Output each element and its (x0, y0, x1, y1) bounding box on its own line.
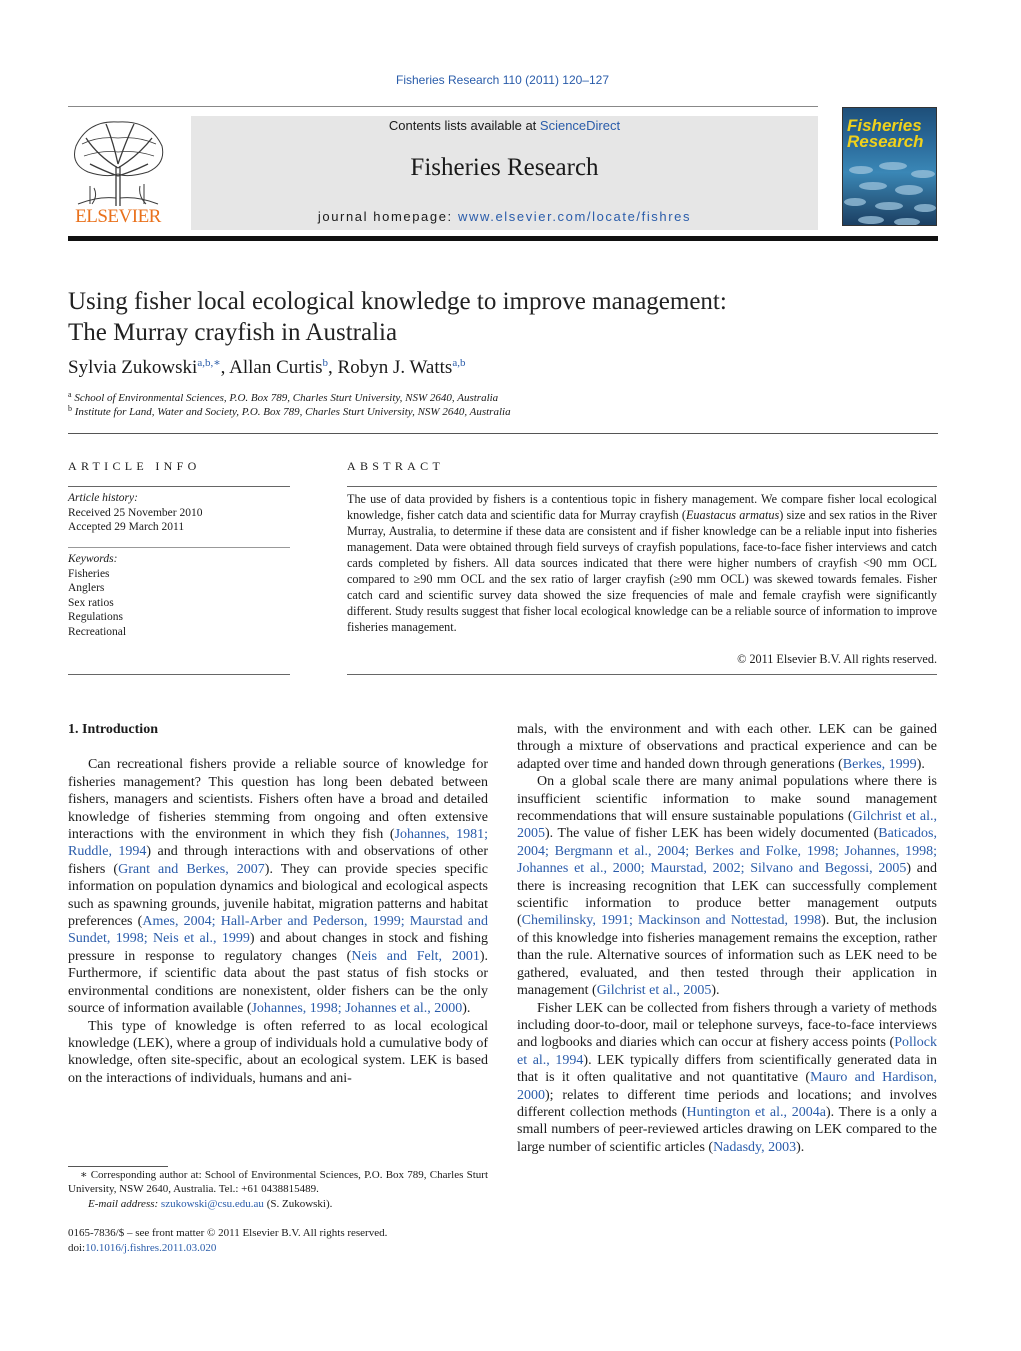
paragraph-text: ) and through interactions with and observations of other fishers ( (68, 844, 488, 877)
body-column-right (517, 721, 937, 1156)
doi-line (68, 1241, 488, 1256)
author-affiliation-marks[interactable]: a,b (452, 357, 466, 369)
citation-link[interactable]: Mauro and Hardison, 2000 (517, 1070, 937, 1103)
footnote-rule (68, 1166, 168, 1167)
citation-link[interactable]: Gilchrist et al., 2005 (596, 983, 712, 999)
paragraph-text: ). They can provide species specific information on population dynamics and biological and ecological aspects such as spawning grounds, juvenile habitat, migration patterns and habitat preferences ( (68, 861, 488, 930)
accepted-date: Accepted 29 March 2011 (68, 521, 185, 533)
cover-title (847, 118, 935, 150)
contents-prefix: Contents lists available at (388, 118, 540, 133)
author-affiliation-marks[interactable]: a,b,∗ (197, 357, 221, 369)
author-name[interactable]: Allan Curtis (229, 357, 323, 378)
elsevier-logo (68, 116, 168, 228)
paragraph-text: Fisher LEK can be collected from fishers through a variety of methods including door-to-door, mail or telephone surveys, face-to-face interviews and logbooks and diaries which can occur at fishery access points ( (517, 1000, 937, 1051)
paragraph-text: ). (711, 983, 720, 999)
paragraph-text: ). (796, 1139, 805, 1155)
header-top-rule (68, 106, 818, 107)
keyword-item: Regulations (68, 611, 123, 623)
citation-link[interactable]: Johannes, 1998; Johannes et al., 2000 (251, 1001, 463, 1017)
doi-link[interactable]: 10.1016/j.fishres.2011.03.020 (85, 1241, 217, 1254)
article-history (68, 491, 290, 535)
journal-cover-image (842, 107, 937, 226)
affiliation-a (68, 390, 938, 404)
citation-link[interactable]: Grant and Berkes, 2007 (118, 861, 265, 877)
corresponding-author-text (68, 1168, 488, 1197)
homepage-link[interactable]: www.elsevier.com/locate/fishres (457, 209, 692, 224)
paragraph-text: ). Furthermore, if scientific data about the past status of fish stocks or environmental conditions are nonexistent, older fishers can be the only source of information available ( (68, 948, 488, 1017)
author-name[interactable]: Robyn J. Watts (337, 357, 453, 378)
article-info-bottom-rule (68, 674, 290, 675)
body-column-left (68, 721, 488, 1087)
email-link[interactable]: szukowski@csu.edu.au (160, 1197, 264, 1210)
journal-name: Fisheries Research (410, 154, 599, 181)
citation-link[interactable]: Chemilinsky, 1991; Mackinson and Nottestad, 1998 (521, 913, 822, 929)
front-matter (68, 1226, 488, 1255)
corresponding-author-address: Corresponding author at: School of Environmental Sciences, P.O. Box 789, Charles Sturt University, NSW 2640, Australia. Tel.: +61 0438815489. (68, 1169, 488, 1196)
species-name: Euastacus armatus (685, 508, 780, 522)
keyword-item: Fisheries (68, 567, 110, 580)
affiliation-text: School of Environmental Sciences, P.O. Box 789, Charles Sturt University, NSW 2640, Australia (74, 392, 499, 404)
paragraph-text: Can recreational fishers provide a reliable source of knowledge for fisheries management? This question has long been debated between fishers, managers and scientists. Fishers often have a broad and detailed knowledge of fisheries stemming from ongoing and often extensive interactions with the environment in which they fish ( (68, 757, 488, 843)
citation-link[interactable]: Berkes, 1999 (842, 756, 917, 772)
citation-link[interactable]: Huntington et al., 2004a (686, 1104, 826, 1120)
paragraph-text: ) and about changes in stock and fishing pressure in response to regulatory changes ( (68, 931, 488, 964)
author-affiliation-marks[interactable]: b (322, 357, 329, 369)
history-label: Article history: (68, 492, 138, 504)
abstract-bottom-rule (347, 674, 937, 675)
contents-availability (191, 118, 818, 133)
history-divider (68, 547, 290, 548)
cover-title-line1: Fisheries (847, 116, 922, 135)
citation-link[interactable]: Johannes, 1981; Ruddle, 1994 (68, 827, 488, 860)
paragraph-text: ). LEK typically differs from scientifically generated data in that is it often qualitative and not quantitative ( (517, 1052, 938, 1086)
journal-homepage (191, 209, 818, 224)
cover-title-line2: Research (847, 132, 924, 151)
paragraph-text: ). But, the inclusion of this knowledge into fisheries management remains the exception, rather than the rule. Alternative sources of information such as LEK need to be gathered, evaluated, and then tested through their application in management ( (517, 913, 937, 999)
elsevier-wordmark: ELSEVIER (75, 206, 161, 227)
paragraph-text: On a global scale there are many animal populations where there is insufficient scientific information to make sound management recommendations that will ensure sustainable populations ( (517, 774, 937, 825)
citation-link[interactable]: Baticados, 2004; Bergmann et al., 2004; Berkes and Folke, 1998; Johannes, 1998; Johannes et al., 2000; Maurstad, 2002; Silvano and Begossi, 2005 (517, 826, 937, 877)
title-line-2: The Murray crayfish in Australia (68, 319, 398, 346)
article-title (68, 286, 938, 348)
citation-link[interactable]: Pollock et al., 1994 (517, 1035, 937, 1068)
keyword-item: Anglers (68, 582, 105, 594)
issn-line: 0165-7836/$ – see front matter © 2011 Elsevier B.V. All rights reserved. (68, 1227, 388, 1239)
email-line (68, 1197, 488, 1211)
article-info-heading: ARTICLE INFO (68, 459, 201, 473)
header-thick-rule (68, 236, 938, 241)
author-name[interactable]: Sylvia Zukowski (68, 357, 198, 378)
affiliation-b (68, 404, 938, 418)
affiliation-mark: b (68, 404, 72, 413)
sciencedirect-link[interactable]: ScienceDirect (539, 118, 621, 133)
keywords-block (68, 552, 290, 639)
abstract-rule (347, 486, 937, 487)
doi-prefix: doi: (68, 1241, 86, 1254)
homepage-prefix: journal homepage: (317, 209, 458, 224)
article-info-rule (68, 486, 290, 487)
abstract-copyright: © 2011 Elsevier B.V. All rights reserved. (737, 652, 937, 666)
received-date: Received 25 November 2010 (68, 506, 203, 519)
paragraph-text: ). The value of fisher LEK has been widely documented ( (545, 826, 879, 842)
paragraph-text: ); relates to different time periods and locations; and involves different collection methods ( (517, 1087, 937, 1120)
paragraph-text: ). There is a only a small numbers of peer-reviewed articles drawing on LEK compared to the large number of scientific articles ( (517, 1104, 937, 1155)
body-paragraph (517, 1000, 937, 1157)
affiliation-mark: a (68, 390, 72, 399)
body-paragraph (517, 773, 937, 999)
citation-link[interactable]: Nadasdy, 2003 (713, 1139, 797, 1155)
paragraph-text: mals, with the environment and with each other. LEK can be gained through a mixture of observations and practical experience and can be adapted over time and handed down through generations ( (517, 722, 937, 772)
email-label: E-mail address: (88, 1197, 159, 1210)
abstract-heading: ABSTRACT (347, 459, 445, 473)
section-heading: 1. Introduction (68, 722, 158, 737)
journal-citation-link[interactable]: Fisheries Research 110 (2011) 120–127 (395, 73, 610, 87)
corresponding-author-footnote (68, 1168, 488, 1211)
body-paragraph (68, 756, 488, 1017)
paragraph-text: ) and there is increasing recognition that LEK can successfully complement scientific information to produce better management outputs ( (517, 861, 937, 929)
affiliation-text: Institute for Land, Water and Society, P.O. Box 789, Charles Sturt University, NSW 2640, Australia (74, 406, 511, 418)
body-paragraph (68, 1018, 488, 1088)
citation-link[interactable]: Gilchrist et al., 2005 (517, 809, 937, 842)
fish-school-icon (843, 158, 937, 226)
abstract-text-part2: ) size and sex ratios in the River Murray, Australia, to determine if these data are consistent and if fisher knowledge can be a reliable input into fisheries management. Data were obtained through field surveys of crayfish populations, face-to-face fisher interviews and catch cards completed by fishers. All data sources indicated that there were higher numbers of crayfish <90 mm OCL compared to ≥90 mm OCL and the sex ratio of larger crayfish (≥90 mm OCL) was skewed towards females. Fisher catch card and scientific survey data showed the size frequencies of male and female crayfish were significantly different. Study results suggest that fisher local ecological knowledge can be a reliable source of information to improve fisheries management. (347, 508, 937, 634)
paragraph-text: ). (462, 1001, 471, 1017)
paragraph-text: This type of knowledge is often referred to as local ecological knowledge (LEK), where a group of individuals hold a cumulative body of knowledge, often site-specific, about an ecological system. LEK is based on the interactions of individuals, humans and ani- (68, 1018, 488, 1086)
keyword-item: Sex ratios (68, 596, 114, 609)
citation-link[interactable]: Neis and Felt, 2001 (351, 948, 480, 964)
journal-masthead (191, 116, 818, 230)
footnote-mark: ∗ (80, 1169, 88, 1181)
keywords-label: Keywords: (68, 553, 118, 565)
citation-link[interactable]: Ames, 2004; Hall-Arber and Pederson, 1999; Maurstad and Sundet, 1998; Neis et al., 1999 (68, 914, 489, 947)
keyword-item: Recreational (68, 625, 127, 638)
affiliation-divider (68, 433, 938, 434)
abstract-text-part1: The use of data provided by fishers is a contentious topic in fishery management. We compare fisher local ecological knowledge, fisher catch data and scientific data for Murray crayfish ( (347, 492, 937, 522)
abstract-text (347, 491, 937, 635)
body-paragraph (517, 721, 937, 773)
author-list: Sylvia Zukowski$^{a,b,∗}$, Allan Curtis$^b$, Robyn J. Watts$^{a,b}$ (68, 357, 466, 378)
email-owner: (S. Zukowski). (266, 1197, 333, 1210)
paragraph-text: ). (916, 756, 925, 772)
title-line-1: Using fisher local ecological knowledge to improve management: (68, 288, 727, 315)
elsevier-tree-icon (68, 116, 168, 208)
